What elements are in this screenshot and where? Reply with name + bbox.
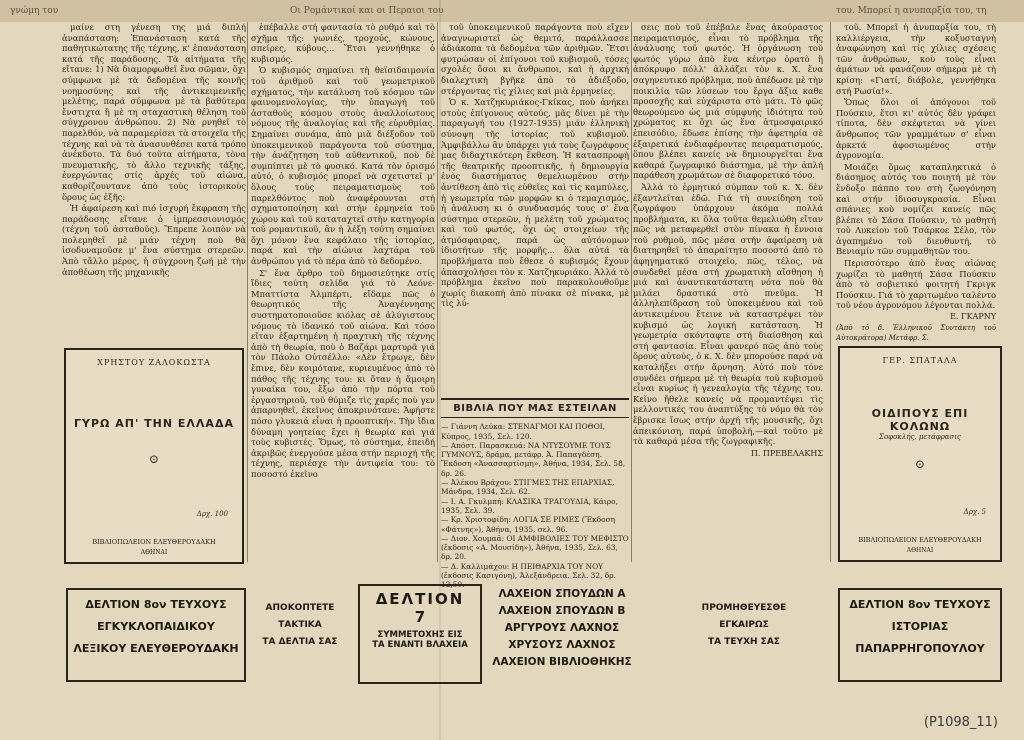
ad-author: ΓΕΡ. ΣΠΑΤΑΛΑ [882,356,958,365]
paragraph: τοῦ ὑποκειμενικοῦ παράγοντα ποὺ εἴχεν ἀναγνωριστεῖ ὡς θεμιτό, παράλλασσε ἀδιάκοπα τὰ δεδομένα τῶν ἀριθμῶν. Ἔτσι φυτρώσαν οἱ ἐπίγονοι τοῦ κυβισμοῦ, τόσες σχολές ὅσοι κι ἄνθρωποι, καὶ ἡ ἀρχική διαλεχτικὴ βγῆκε ἀπὸ τὸ ἀδιέξοδο, στέργοντας τὶς χίλιες καὶ μιὰ ἑρμηνείες. [441,22,629,96]
coupon-line: ΕΓΚΥΚΛΟΠΑΙΔΙΚΟΥ [97,620,215,633]
translation-note: (Ἀπὸ τὸ δ. Ἑλληνικοῦ Συντάκτη τοῦ Αὐτοκράτορα) Μετάφρ. Σ. [836,323,996,343]
ad-publisher: ΒΙΒΛΙΟΠΩΛΕΙΟΝ ΕΛΕΥΘΕΡΟΥΔΑΚΗ [858,536,982,544]
notice-line: ΑΠΟΚΟΠΤΕΤΕ [265,603,335,613]
top-strip-right: του. Μπορεί η ανυπαρξία του, τη [836,6,987,16]
coupon-encyclopedia [66,588,246,682]
notice-line: ΤΑΚΤΙΚΑ [278,620,322,630]
coupon-line: ΙΣΤΟΡΙΑΣ [891,620,949,633]
books-received-box [441,398,629,590]
lottery-item: ΛΑΧΕΙΟΝ ΣΠΟΥΔΩΝ Α [498,588,626,600]
author-signature: Π. ΠΡΕΒΕΛΑΚΗΣ [750,448,823,458]
notice-line: ΤΑ ΤΕΥΧΗ ΣΑΣ [708,637,780,647]
ad-city: ΑΘΗΝΑΙ [140,549,168,556]
order-notice [688,600,800,651]
paragraph: Ὁ κ. Χατζηκυριάκος-Γκίκας, ποὺ ἀνήκει στοὺς ἐπίγονους αὐτούς, μᾶς δίνει μὲ τὴν παραγωγή του (1927-1935) μιάν ἐλληνικὴ σύνοψη τῆς ἱστορίας τοῦ κυβισμοῦ. Ἀμφιβάλλω ἂν ὑπάρχει γιά τοὺς ζωγράφους μας διδαχτικότερη ἔκθεση. Ἡ κατασπροφὴ τῆς θεατρικῆς προοπτικῆς, ἡ δημιουργία ἑνὸς διαστήματος θεμελιωμένου στήν ἀντίθεση ἀπὸ τὶς εὐθεῖες καὶ τὶς καμπύλες, ἡ γεωμετρία τῶν μορφῶν κι ὁ τεμαχισμός, ἡ ἀνάλυση κι ὁ συνδυασμός τους σ' ἕνα σύστημα στερεῶν, ἡ μελέτη τοῦ χρώματος καὶ τοῦ φωτός, ὅχι ὡς στοιχείων τῆς ἀτμόσφαιρας, παρά ὡς αὐτόνομων ἰδιοτήτων τῆς μορφῆς... ὅλα αὐτά τὰ προβλήματα ποὺ ἔθεσε ὁ κυβισμός ἔχουν ἀπασχολήσει τὸν κ. Χατζηκυριάκο. Ἀλλά τὸ πρόβλημα ἐκεῖνο ποὺ παρακολουθοῦμε χωρίς διακοπή ἀπὸ πίνακα σὲ πίνακα, μὲ τὶς λύ- [441,97,629,309]
ad-price: Δρχ. 5 [963,508,986,516]
lottery-list [482,586,642,671]
lottery-item: ΑΡΓΥΡΟΥΣ ΛΑΧΝΟΣ [504,622,620,634]
book-item: — Δ. Καλλιμάχου: Η ΠΕΙΘΑΡΧΙΑ ΤΟΥ ΝΟΥ (ἔκδοσις Κασιγόνη), Ἀλεξάνδρεια. Σελ. 32, δρ. 12,50. [441,561,616,590]
coupon-line: ΔΕΛΤΙΟΝ 8ον ΤΕΥΧΟΥΣ [85,598,227,611]
top-strip-left: γνώμη του [10,6,59,16]
book-ad-right [838,346,1002,562]
coupon-line: ΛΕΞΙΚΟΥ ΕΛΕΥΘΕΡΟΥΔΑΚΗ [73,642,239,655]
paragraph: Ὁ κυβισμός σημαίνει τὴ θεϊσιδαιμονία τοῦ ἀριθμοῦ καὶ τοῦ γεωμετρικοῦ σχήματος, τὴν κατάλυση τοῦ κόσμου τῶν φαινομενολογίας, τὴν ὑπαγωγή τοῦ ἀσταθοῦς κόσμου στοὺς ἀναλλοίωτους νόμους τῆς ἀναλογίας καὶ τῆς εὐρυθμίας. Σημαίνει συνάμα, ἀπὸ μιὰ διέξοδον τοῦ ὑποκειμενικοῦ παράγοντα τοῦ σύστημα, τὴν ἀνάζητηση τοῦ αὐθεντικοῦ, ποὺ δὲ συμπίπτει μὲ τὸ φυσικό. Κατά τὸν ὁρισμό αὐτό, ὁ κυβισμός μπορεῖ νὰ σχετιστεῖ μ' ὅλους τοὺς πειραματισμοὺς τοῦ παρελθόντος ποὺ ἀναφέρουνται στή σχηματοποίηση καὶ στήν ἐρμηνεία τοῦ χώρου καὶ τοῦ καταταχτεῖ στὴν κατηγορία τοῦ ρομαντικοῦ, ἂν ἡ λέξη τούτη σημαίνει ὄχι μόνον ἕνα κεφάλαιο τῆς ἱστορίας, παρά καὶ τὴν αἰώνια λαχτάρα τοῦ ἀνθρώπου γιά τὸ πέρα ἀπὸ τὸ δεδομένο. [251,65,435,267]
notice-line: ΕΓΚΑΙΡΩΣ [719,620,769,630]
book-item: — Διον. Χουμαᾶ: ΟΙ ΑΜΦΙΒΟΛΙΕΣ ΤΟΥ ΜΕΦΙΣΤΟ (ἔκδοσις «Α. Μουσίδη»), Ἀθήνα, 1935, Σελ. 63, δρ. 20. [441,533,629,562]
ad-city: ΑΘΗΝΑΙ [906,547,934,554]
book-item: — Κρ. Χριστοφίδη: ΛΟΓΙΑ ΣΕ ΡΙΜΕΣ (Ἔκδοση «Φάτνης»), Ἀθήνα, 1935, σελ. 96. [441,515,616,534]
book-ad-left [64,348,244,564]
ad-title: ΟΙΔΙΠΟΥΣ ΕΠΙ ΚΟΛΩΝΩ [871,407,969,433]
paragraph: μαίνε στη γένεση της μιά διπλή ἀναπάσταση: Ἐπανάσταση κατά τῆς παθητικώτατης τῆς τέχνης, κ' ἐπανάσταση κατά τῆς παράδοσης. Τὰ αἰτήματα τῆς εἴτανε: 1) Νὰ διαμορφωθεῖ ἕνα σῶμαν, ὅχι σύμφωνα μὲ τὰ δεδομένα τῆς κοινῆς νοημοσύνης καὶ τῆς ἀντικειμενικῆς μελέτης, παρά σύμφωνα μὲ τὰ βαθύτερα ἔνστιχτα ἢ μὲ τη σταχαστικὴ θέληση τοῦ σύγχρονου ἀνθρώπου. 2) Νὰ ρνηθεῖ τὸ παρελθόν, νὰ παραμερίσει τὰ στοιχεῖα τῆς τέχνης καὶ νὰ τὰ ἀνασυνθέσει κατά τρόπο ἀνέκδοτο. Τὰ δυό τοῦτα αἰτήματα, τὸνα πνευματικῆς, τὸ ἄλλο τεχνικῆς τάξης, ἐνεργώντας στίς ἀρχές τοῦ αἰώνα, καθορίζουντανε ἀπὸ τοὺς ἱστορικοὺς ὅρους ὡς ἐξῆς: [62,22,246,202]
coupon-line: ΠΑΠΑΡΡΗΓΟΠΟΥΛΟΥ [855,642,985,655]
clip-notice [250,600,350,651]
article-column-3 [441,22,629,402]
notice-line: ΤΑ ΔΕΛΤΙΑ ΣΑΣ [262,637,338,647]
book-item: — Ι. Α. Γκυλμπή: ΚΛΑΣΙΚΑ ΤΡΑΓΟΥΔΙΑ, Κάιρο, 1935, Σελ. 39. [441,496,618,515]
lottery-item: ΛΑΧΕΙΟΝ ΣΠΟΥΔΩΝ Β [498,605,626,617]
lottery-item: ΛΑΧΕΙΟΝ ΒΙΒΛΙΟΘΗΚΗΣ [492,656,632,668]
paragraph: Σ' ἕνα ἄρθρο τοῦ δημοσιεύτηκε στίς ἴδιες τούτη σελίδα γιά τὸ Λεόνε-Μπαττίστα Ἀλμπέρτι, εἴδαμε πῶς ὁ θεωρητικός τῆς Ἀναγέννησης συστηματοποιοῦσε κιόλας σὲ ἀλύγιστους νόμους τὸ ἰδανικό τοῦ αἰώνα. Καὶ τόσο εἴταν ἐξαρτημένη ἡ πραχτικὴ τῆς τέχνης ἀπὸ τὴ θεωρία, ποὺ ὁ Βαζάρι μαρτυρᾶ γιά τὸν Πάολο Οὐτσέλλο: «Δὲν ἔτρωγε, δὲν ἔπινε, δὲν κοιμότανε, κυριευμένος ἀπὸ τὸ πάθος τῆς τέχνης του: κι ὅταν ἡ ἄμοιρη γυναίκα του, ἔξω ἀπὸ τὴν πόρτα τοῦ ἐργαστηριοῦ, τοῦ θύμιζε τὶς χαρές ποὺ γεν ἀπαρνηθεῖ, ἐκεῖνος ἀποκρινότανε: Ἀφήστε πόσο γλυκειά εἶναι ἡ προοπτική». Τὴν ἴδια δύναμη γοητείας ἔχει ἡ θεωρία καὶ γιά τοὺς κυβιστές. Ὅμως, τὸ σύστημα, ἐπειδή ἀκριβῶς ἐνεργούσε μέσα στήν περιοχή τῆς τέχνης, περιέσχε τὴν ἀντιφεία του: τὸ ποσοστό ἐκεῖνο [251,267,435,479]
column-rule [247,22,248,562]
coupon-line: ΤΑ ΕΝΑΝΤΙ ΒΛΑΧΕΙΑ [372,640,468,650]
article-column-1 [62,22,246,344]
paragraph: τοῦ. Μπορεῖ ἡ ἀνυπαρξία του, τὴ καλλιέργεια, τὴν κοξυσταγνὴ ἀναφώνηση καὶ τίς χίλιες σχέσεις τῶν ἀνθρώπων, κοὺ τοὺς εἶναι ἀμάτων νὰ φανάζουν σήμερα μὲ τὴ κρίση: «Γιατί, διάβολε, γεννήθηκα στή Ρωσία!». [836,22,996,96]
ad-title: ΓΥΡΩ ΑΠ' ΤΗΝ ΕΛΛΑΔΑ [74,417,234,430]
lottery-item: ΧΡΥΣΟΥΣ ΛΑΧΝΟΣ [508,639,616,651]
books-heading: ΒΙΒΛΙΑ ΠΟΥ ΜΑΣ ΕΣΤΕΙΛΑΝ [441,398,629,418]
coupon-lottery-7 [358,584,482,684]
paragraph: Ὅπως ὅλοι οἱ ἀπόγονοι τοῦ Πούσκιν, ἔτσι κι' αὐτός δὲν γράφει τίποτα, δὲν σκέφτεται νὰ γίνει ἄνθρωπος τῶν γραμμάτων σ' εἶναι ἀρκετά ἀφοσιωμένος στήν ἀγρονομία. [836,97,996,161]
article-column-5 [836,22,996,343]
article-column-2 [251,22,435,562]
book-item: — Ἀλέκου Βράχου: ΣΤΙΓΜΕΣ ΤΗΣ ΕΠΑΡΧΙΑΣ, Μάνδρα, 1934, Σελ. 62. [441,478,615,497]
coupon-heading: ΔΕΛΤΙΟΝ [375,590,465,608]
paragraph: Μοιάζει ὅμως καταπληκτικά ὁ διάσημος αὐτός του ποιητή μὲ τὸν ἔνδοξο πάππο του στὴ ζωογόνηση καὶ στήν ἰδιοσυγκρασία. Εἶναι σπάνιες κοὺ νομίζει κανείς πῶς βλέπει τὸ Σάσα Πούσκιν, τὸ μαθητή τοῦ Λυκείου τοῦ Τσάρκοε Σέλο, τὸν ἀγαπημένο τοῦ διευθυντή, τὸ Βενιαμίν τῶν συμμαθητῶν του. [836,161,996,257]
archive-stamp: (Ρ1098_11) [923,715,998,730]
author-signature: Ε. ΓΚΑΡΝΥ [950,312,996,322]
coupon-banner [62,574,1002,696]
notice-line: ΠΡΟΜΗΘΕΥΕΣΘΕ [701,603,787,613]
ornament-icon: ⊙ [148,452,160,466]
column-rule [830,22,831,562]
ad-price: Δρχ. 100 [196,510,228,518]
article-column-4 [633,22,823,562]
paragraph: ἐπέβαλλε στή φαντασία τὸ ρυθμό καὶ τὸ σχῆμα τῆς: γωνιές, τροχούς, κώνους, σπείρες, κύβους... Ἔτσι γεννήθηκε ὁ κυβισμός. [251,22,435,64]
column-rule [631,22,632,562]
book-item: — Γιάννη Λεύκα: ΣΤΕΝΑΓΜΟΙ ΚΑΙ ΠΟΘΟΙ, Κύπρος, 1935, Σελ. 120. [441,422,606,441]
coupon-line: ΣΥΜΜΕΤΟΧΗΣ ΕΙΣ [377,630,463,640]
coupon-number: 7 [414,608,426,626]
ad-publisher: ΒΙΒΛΙΟΠΩΛΕΙΟΝ ΕΛΕΥΘΕΡΟΥΔΑΚΗ [92,538,216,546]
ad-subtitle: Σοφοκλής, μετάφρασις [879,433,961,441]
book-item: — Απόστ. Παρασκευά: ΝΑ ΝΤΥΣΟΥΜΕ ΤΟΥΣ ΓΥΜΝΟΥΣ, δράμα, μετάφρ. Ἀ. Παπαγδέση. Ἔκδοση «Ἀνασσαρτίσμη», Ἀθήνα, 1934, Σελ. 58, δρ. 26. [441,440,626,478]
paragraph: Ἡ ἀφαίρεση καὶ πιό ἰσχυρή ἔκφραση τῆς παράδοσης εἴτανε ὁ ἰμπρεσσιονισμός (τέχνη τοῦ ἀσταθοῦς). Ἔπρεπε λοιπὸν νὰ πολεμηθεῖ μὲ μιάν τέχνη ποὺ θὰ ἰσοδυναμοῦσε μ' ἕνα σύστημα στερεῶν. Ἀπὸ τἄλλο μέρος, ἡ σύγχρονη ζωή μὲ τὴν ἀποθέωση τῆς μηχανικῆς [62,203,246,277]
top-strip-mid: Οι Ρομάντικοί και οι Περαιοι του [290,6,444,16]
cut-header-strip [0,0,1024,22]
ornament-icon: ⊙ [914,457,926,471]
paragraph: Ἀλλά τὸ ἐρμητικό σύμπαν τοῦ κ. Χ. δὲν ἐξαντλεῖται ἐδῶ. Γιά τὴ συνείδηση τοῦ ζωγράφου ὑπάρχουν ἀκόμα πολλά προβλήματα, κι ὅλα τοῦτα θεμελιώθη εἴταν πῶς νὰ μεταφερθεῖ στὸν πίνακα ἡ ἔννοια τοῦ ρυθμοῦ, πῶς μέσα στήν ἀφαίρεση νὰ διατηρηθεῖ τὸ ἀπαραίτητο ποσοστό ἀπὸ τὸ ἀφηγηματικό στοιχεῖο, πῶς, τέλος, νὰ συνδεθεῖ μέσα στή χρωματικὴ αἴσθηση ἡ μιά καὶ ἀναντικατάστατη νότα ποὺ θὰ μιλάει δραστικά στὸ πνεῦμα. Ἡ ἀλληλεπίδραση τοῦ ὑποκειμένου καὶ τοῦ ἀντικειμένου ἔτεινε νὰ καταστρέψει τὸν κυβισμό ὡς λογική κατάσταση. Ἡ γεωμετρία σκόνταφτε στή διαίσθηση καὶ στή φαντασία. Εἶναι φανερό πῶς ἀπὸ τοὺς ὅρους αὐτούς, ὁ κ. Χ. δὲν μπορούσε παρά νὰ καταλήξει στήν ἄρνηση. Αὐτό ποὺ τόνε συνδέει σήμερα μὲ τὴ θεωρία τοῦ κυβισμοῦ εἶναι κυρίως ἡ γενεαλογία τῆς τέχνης του. Κεῖνο ἤθελε κανείς νὰ προμαντέψει τὶς μελλοντικές του ἀναπτύξης τὸ νόμο θὰ τὸν ἔβρισκε ἴσως στήν ἀρχή τῆς μουσικῆς, ὅχι ἀπεικόνιση, παρά ὑποβολή,—καὶ τοῦτο μὲ τὰ καθαρά μέσα τῆς ζωγραφικῆς. [633,181,823,447]
coupon-line: ΔΕΛΤΙΟΝ 8ον ΤΕΥΧΟΥΣ [849,598,991,611]
paragraph: Περισσότερο ἀπὸ ἕνας αἰώνας χωρίζει τὸ μαθητή Σάσα Πούσκιν ἀπὸ τὸ σοβιετικό φοιτητή Γκριγκ Πούσκιν. Γιά τὸ χαριτωμένο ταλέντο τοῦ νέου ἀγρονόμου λέγονται πολλά. [836,258,996,311]
column-rule [437,22,438,562]
ad-author: ΧΡΗΣΤΟΥ ΖΑΛΟΚΩΣΤΑ [97,358,211,367]
coupon-history [838,588,1002,682]
paragraph: σεις ποὺ τοῦ ἐπέβαλε ἕνας ἀκούραστος πειραματισμός, εἶναι τὸ πρόβλημα τῆς ἀνάλυσης τοῦ φωτός. Ἡ ὀργάνωση τοῦ φωτός γύρω ἀπὸ ἕνα κέντρο ὁρατὸ ἢ ἀπόκρυφο πόλλ' ἀλλάζει τὸν κ. Χ. ἕνα σαγηνευτικό πρόβλημα, ποὺ ἀπέδωσε μὲ τὴν ποικιλία τῶν λύσεων του ἔργα ἄξια καθε προσοχῆς καὶ εὐχάριστα στὸ μάτι. Τὸ φῶς θεωρούμενο ὡς μιά σύμφυής ἰδιότητα τοῦ χρώματος κι ὅχι ὡς ἕνα ἀτμοσφαιρικό ἐπεισόδιο, ἔδωσε ἐπίσης τὴν ἀφετηρία σὲ ἐξαιρετικά ἐνδιαφέροντες πειραματισμούς, ὅπου βλέπει κανείς νὰ δημιουργεῖται ἕνα καθαρά ζωγραφικό διάστημα, μὲ τὴν ἁπλή παράθεση χρωμάτων σὲ διαφορετικό τόνο. [633,22,823,181]
